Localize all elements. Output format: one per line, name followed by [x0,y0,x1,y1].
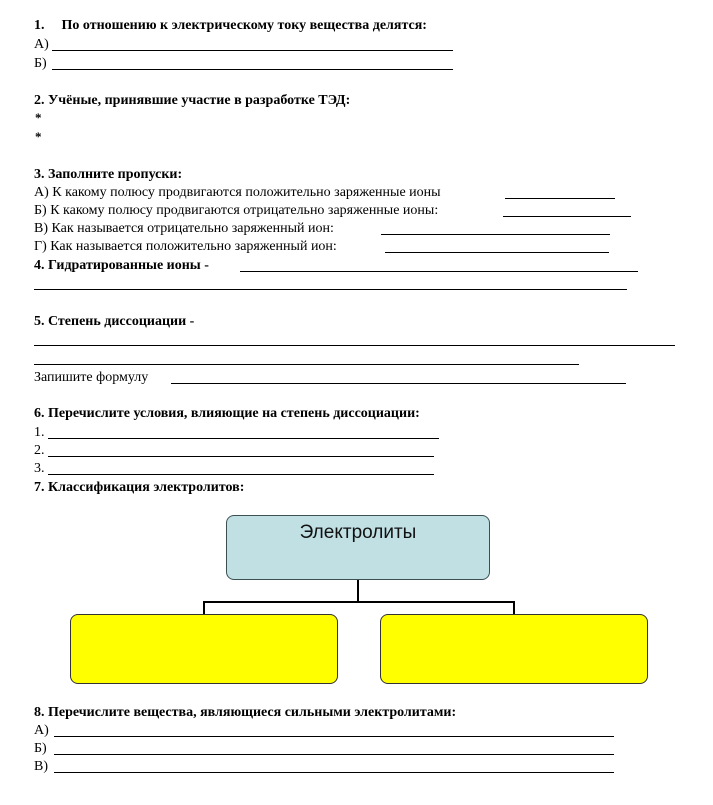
electrolytes-root-box [226,515,490,580]
connector-horizontal [203,601,515,603]
q4-answer-line-1[interactable] [240,271,638,272]
q1-title: По отношению к электрическому току вещества делятся: [61,18,427,33]
q5-formula-line[interactable] [171,383,626,384]
q6-item-2-label: 2. [34,443,45,458]
electrolytes-right-answer-box[interactable] [380,614,648,684]
q5-answer-line-1[interactable] [34,345,675,346]
q8-title: 8. Перечислите вещества, являющиеся сильными электролитами: [34,705,457,720]
q8-option-b-label: Б) [34,741,47,756]
q1-option-a-label: А) [34,37,49,52]
connector-left-drop [203,601,205,615]
q2-bullet-2: * [35,129,42,144]
q3-answer-a-line[interactable] [505,198,615,199]
q8-answer-b-line[interactable] [54,754,614,755]
q8-answer-a-line[interactable] [54,736,614,737]
q1-answer-a-line[interactable] [52,50,453,51]
q6-item-1-label: 1. [34,425,45,440]
q1-answer-b-line[interactable] [52,69,453,70]
q3-answer-c-line[interactable] [381,234,610,235]
q2-bullet-1: * [35,110,42,125]
q5-title: 5. Степень диссоциации - [34,314,195,329]
q1-option-b-label: Б) [34,56,47,71]
q3-item-a: А) К какому полюсу продвигаются положительно заряженные ионы [34,185,441,200]
electrolytes-root-label: Электролиты [299,522,417,543]
q6-answer-line-2[interactable] [48,456,434,457]
q3-answer-b-line[interactable] [503,216,631,217]
q5-answer-line-2[interactable] [34,364,579,365]
q6-answer-line-1[interactable] [48,438,439,439]
q1-number: 1. [34,18,45,33]
connector-vertical-main [357,580,359,602]
electrolytes-left-answer-box[interactable] [70,614,338,684]
q3-item-b: Б) К какому полюсу продвигаются отрицательно заряженные ионы: [34,203,439,218]
q5-formula-label: Запишите формулу [34,370,149,385]
q1-title-line [34,17,427,34]
connector-right-drop [513,601,515,615]
q2-title: 2. Учёные, принявшие участие в разработке ТЭД: [34,93,351,108]
q6-answer-line-3[interactable] [48,474,434,475]
q4-title: 4. Гидратированные ионы - [34,258,209,273]
q6-title: 6. Перечислите условия, влияющие на степень диссоциации: [34,406,420,421]
q3-title: 3. Заполните пропуски: [34,167,183,182]
q7-title: 7. Классификация электролитов: [34,480,245,495]
q6-item-3-label: 3. [34,461,45,476]
q8-option-a-label: А) [34,723,49,738]
q3-answer-d-line[interactable] [385,252,609,253]
q4-answer-line-2[interactable] [34,289,627,290]
q8-option-c-label: В) [34,759,48,774]
q3-item-c: В) Как называется отрицательно заряженный ион: [34,221,334,236]
q3-item-d: Г) Как называется положительно заряженный ион: [34,239,337,254]
q8-answer-c-line[interactable] [54,772,614,773]
